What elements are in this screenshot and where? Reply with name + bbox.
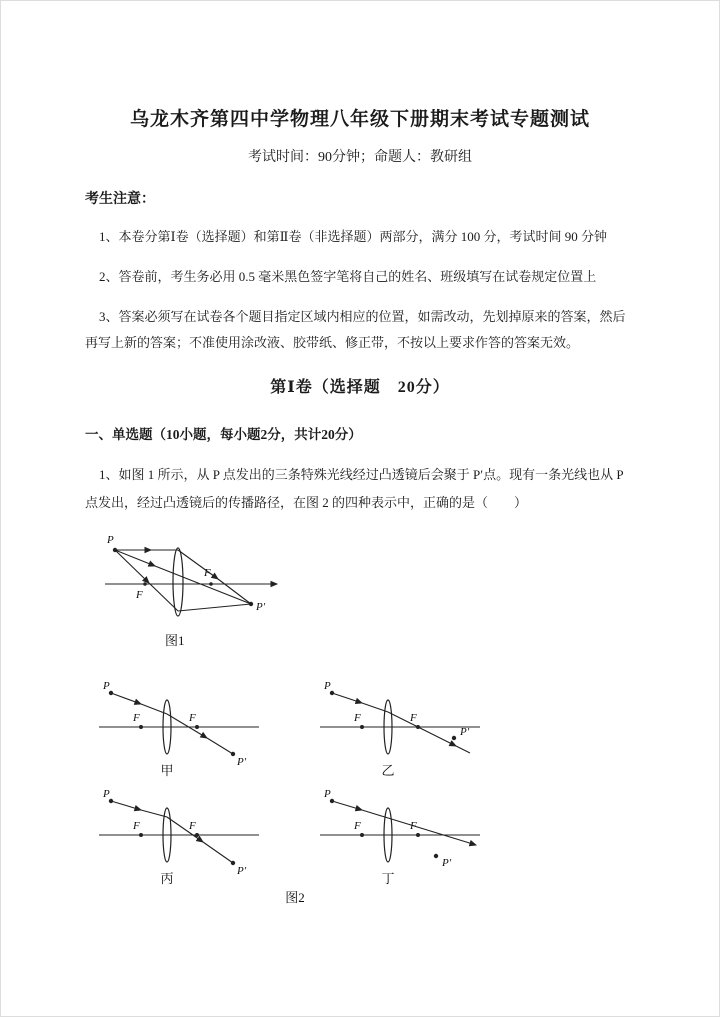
ray-segment: [207, 738, 233, 754]
label-f-right: F: [410, 711, 417, 724]
incident-ray: [111, 693, 167, 714]
ray-segment: [141, 704, 167, 714]
ray-segment: [115, 550, 155, 566]
refracted-ray: [167, 711, 233, 754]
label-f-left: F: [136, 588, 143, 601]
point-p-prime-dot: [452, 736, 456, 740]
ray-segment: [332, 693, 362, 703]
label-p-prime: P′: [442, 856, 452, 869]
label-p-prime: P′: [460, 725, 470, 738]
question-1-text: 1、如图 1 所示，从 P 点发出的三条特殊光线经过凸透镜后会聚于 P′点。现有一条光线也从 P 点发出，经过凸透镜后的传播路径，在图 2 的四种表示中，正确的是（ ）: [85, 466, 624, 511]
incident-ray: [332, 693, 388, 712]
ray-segment: [111, 801, 141, 810]
ray-segment: [167, 817, 203, 842]
ray-segment: [115, 550, 149, 583]
notice-item-1: 1、本卷分第Ⅰ卷（选择题）和第Ⅱ卷（非选择题）两部分，满分 100 分，考试时间 90 分钟: [99, 228, 607, 244]
question-type-heading: 一、单选题（10小题，每小题2分，共计20分）: [85, 426, 362, 442]
focal-right-dot: [195, 833, 199, 837]
focal-left-dot: [360, 725, 364, 729]
ray-segment: [362, 810, 476, 845]
label-f-right: F: [189, 711, 196, 724]
label-p: P: [324, 787, 331, 800]
subfigure-name: 丙: [160, 870, 174, 885]
page-content: [1, 1, 719, 906]
exam-subtitle: 考试时间：90分钟；命题人：教研组: [248, 149, 472, 165]
subfigure-name: 乙: [381, 762, 395, 777]
label-p: P: [324, 679, 331, 692]
point-p-prime-dot: [434, 854, 438, 858]
label-p-prime: P′: [237, 755, 247, 768]
ray-segment: [111, 693, 141, 704]
section-heading: 第Ⅰ卷（选择题 20分）: [270, 378, 450, 396]
ray-segment: [141, 810, 167, 817]
subfigure-name: 丁: [381, 870, 395, 885]
figure-2-caption: 图2: [285, 889, 305, 905]
notice-item-3: 3、答案必须写在试卷各个题目指定区域内相应的位置，如需改动，先划掉原来的答案，然后再写上新的答案；不准使用涂改液、胶带纸、修正带，不按以上要求作答的答案无效。: [85, 308, 626, 350]
label-f-left: F: [133, 711, 140, 724]
label-f-left: F: [133, 819, 140, 832]
label-f-left: F: [354, 711, 361, 724]
focal-right-dot: [195, 725, 199, 729]
refracted-ray: [388, 712, 470, 753]
label-p: P: [107, 533, 114, 546]
incident-ray: [111, 801, 167, 817]
convex-lens: [173, 548, 183, 616]
ray-segment: [218, 579, 251, 604]
ray-segment: [362, 703, 388, 712]
subfigure-ding: [318, 785, 493, 885]
focal-right-dot: [416, 833, 420, 837]
ray-segment: [388, 712, 456, 746]
subfigure-name: 甲: [160, 762, 174, 777]
figure-2-grid: [97, 677, 493, 885]
subfigure-yi: [318, 677, 493, 777]
label-f-right: F: [204, 566, 211, 579]
point-p-prime-dot: [249, 602, 253, 606]
figure-1-diagram: [103, 530, 288, 625]
ray-segment: [178, 604, 251, 611]
label-p-prime: P′: [237, 864, 247, 877]
subfigure-bing: [97, 785, 272, 885]
page-title: 乌龙木齐第四中学物理八年级下册期末考试专题测试: [129, 109, 590, 130]
refracted-ray: [167, 817, 233, 863]
ray-segment: [332, 801, 362, 810]
ray-segment: [456, 746, 470, 753]
label-f-right: F: [189, 819, 196, 832]
subfigure-jia: [97, 677, 272, 777]
ray-segment: [167, 711, 207, 738]
focal-right-dot: [416, 725, 420, 729]
notice-item-2: 2、答卷前，考生务必用 0.5 毫米黑色签字笔将自己的姓名、班级填写在试卷规定位置上: [99, 268, 597, 284]
ray-segment: [178, 550, 218, 579]
point-p-dot: [113, 548, 117, 552]
ray-segment: [203, 842, 233, 863]
focal-right-dot: [209, 582, 213, 586]
figure-1-caption: 图1: [165, 632, 185, 648]
focal-left-dot: [139, 833, 143, 837]
focal-left-dot: [143, 582, 147, 586]
focal-left-dot: [360, 833, 364, 837]
label-f-left: F: [354, 819, 361, 832]
figure-1: [103, 530, 303, 649]
focal-left-dot: [139, 725, 143, 729]
label-p: P: [103, 787, 110, 800]
label-p: P: [103, 679, 110, 692]
label-p-prime: P′: [256, 600, 266, 613]
ray-segment: [155, 566, 251, 604]
point-p-prime-dot: [231, 861, 235, 865]
notice-label: 考生注意：: [85, 191, 155, 207]
point-p-prime-dot: [231, 752, 235, 756]
label-f-right: F: [410, 819, 417, 832]
